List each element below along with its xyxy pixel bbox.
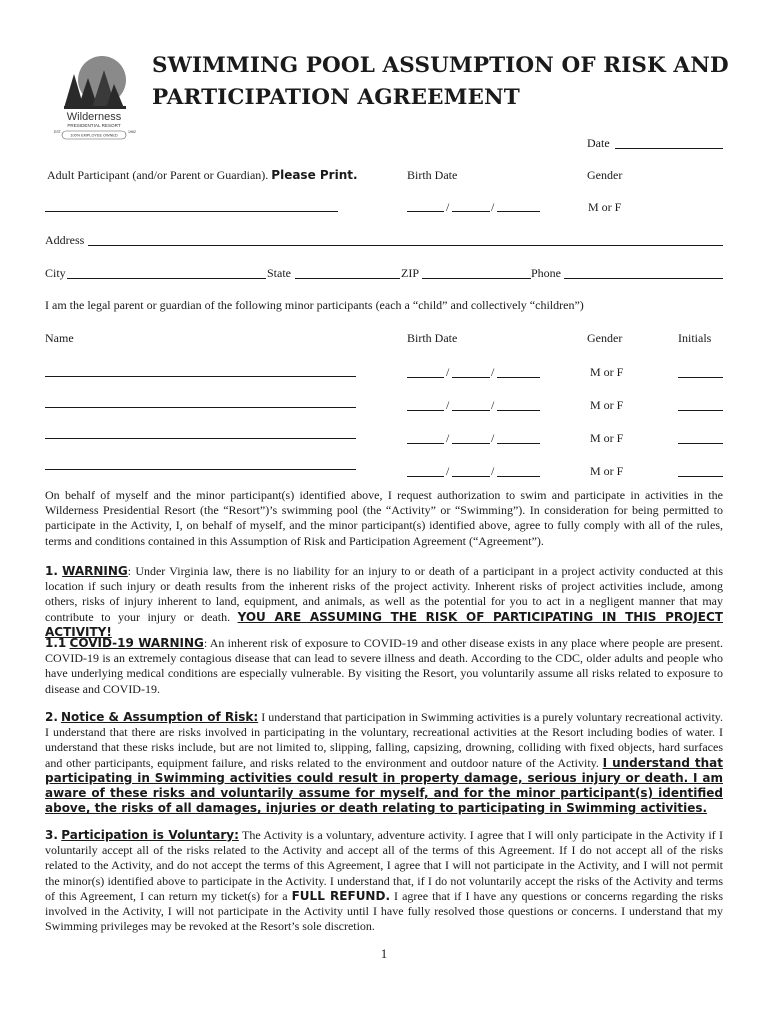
section-3-participation-voluntary <box>45 828 723 934</box>
mountain-sun-icon <box>64 56 126 109</box>
minor-birth-year-field[interactable] <box>497 476 540 477</box>
address-field[interactable] <box>88 245 723 246</box>
adult-birth-day-field[interactable] <box>452 211 490 212</box>
section-3-number: 3. <box>45 828 58 842</box>
state-field[interactable] <box>295 278 400 279</box>
section-1-body: : Under Virginia law, there is no liability for an injury to or death of a participant in a project activity conducted at this location if such injury or death results from the inherent risks of the project activity. Inherent risks of project activities include, among others, risks of injury inherent to land, equipment, and animals, as well as the potential for you to act in a negligent manner that may contribute to your injury or death. <box>45 564 723 624</box>
minor-initials-field[interactable] <box>678 410 723 411</box>
adult-name-field[interactable] <box>45 211 338 212</box>
date-separator: / <box>491 365 495 379</box>
date-field[interactable] <box>615 148 723 149</box>
zip-field[interactable] <box>422 278 531 279</box>
date-label: Date <box>587 136 610 150</box>
logo-tagline: PRESIDENTIAL RESORT <box>67 123 121 128</box>
date-separator: / <box>446 200 450 214</box>
section-1-warning <box>45 564 723 640</box>
adult-birth-date-label: Birth Date <box>407 168 458 182</box>
minor-name-field[interactable] <box>45 469 356 470</box>
adult-birth-month-field[interactable] <box>407 211 444 212</box>
address-label: Address <box>45 233 85 247</box>
state-label: State <box>267 266 291 280</box>
minor-initials-field[interactable] <box>678 476 723 477</box>
document-title <box>152 50 742 114</box>
logo-badge: 100% EMPLOYEE OWNED <box>70 133 118 138</box>
section-2-heading: Notice & Assumption of Risk: <box>60 710 259 724</box>
minor-birth-year-field[interactable] <box>497 377 540 378</box>
zip-label: ZIP <box>401 266 419 280</box>
section-2-body: I understand that participation in Swimming activities is a purely voluntary recreational activity. I understand that there are risks involved in participating in the voluntary, recreational activities at the Resort including bodies of water. I understand that these risks include, but are not limited to, slipping, falling, capsizing, drowning, colliding with fixed objects, hard surfaces and other participants, equipment failure, and risks related to the environment and outdoor nature of the Activity. <box>45 710 723 770</box>
date-separator: / <box>446 365 450 379</box>
section-1-emphasis: YOU ARE ASSUMING THE RISK OF PARTICIPATING IN THIS PROJECT ACTIVITY! <box>45 609 723 639</box>
section-3-body-1: The Activity is a voluntary, adventure activity. I agree that I will only participate in the Activity if I voluntarily accept all of the risks related to the Activity and accept all of the terms of this Agreement. If I do not accept all of the risks related to the Activity, and do not accept the terms of this Agreement, I agree that I will not participate in the Activity, and I will not permit the minor(s) identified above to participate in the Activity. I understand that, if I do not voluntarily accept the risks of the Activity and terms of this Agreement, I can return my ticket(s) for a <box>45 828 724 903</box>
minor-birth-month-field[interactable] <box>407 410 444 411</box>
minor-birth-day-field[interactable] <box>452 377 490 378</box>
title-line-2: PARTICIPATION AGREEMENT <box>152 85 520 110</box>
minor-birth-day-field[interactable] <box>452 410 490 411</box>
date-separator: / <box>446 464 450 478</box>
minor-gender-options[interactable]: M or F <box>590 464 624 478</box>
intro-paragraph: On behalf of myself and the minor participant(s) identified above, I request authorization to swim and participate in activities in the Wilderness Presidential Resort (the “Resort”)’s swimming pool (the “Activity” or “Swimming”). In consideration for being permitted to participate in the Activity, I, on behalf of myself, and the minor participant(s) identified above, agree to fully comply with all of the rules, terms and conditions contained in this Assumption of Risk and Participation Agreement (“Agreement”). <box>45 488 723 548</box>
minor-initials-label: Initials <box>678 331 712 345</box>
minor-initials-field[interactable] <box>678 443 723 444</box>
phone-label: Phone <box>531 266 561 280</box>
logo-est: EST. <box>54 130 62 134</box>
minor-birth-month-field[interactable] <box>407 377 444 378</box>
adult-birth-year-field[interactable] <box>497 211 540 212</box>
section-1-number: 1. <box>45 564 58 578</box>
adult-gender-options[interactable]: M or F <box>588 200 622 214</box>
date-separator: / <box>491 431 495 445</box>
section-2-number: 2. <box>45 710 58 724</box>
minor-birth-day-field[interactable] <box>452 443 490 444</box>
minor-initials-field[interactable] <box>678 377 723 378</box>
date-separator: / <box>446 398 450 412</box>
minor-gender-options[interactable]: M or F <box>590 431 624 445</box>
adult-gender-label: Gender <box>587 168 623 182</box>
please-print-label: Please Print. <box>271 168 358 182</box>
date-separator: / <box>491 464 495 478</box>
minor-birth-month-field[interactable] <box>407 476 444 477</box>
section-1-heading: WARNING <box>62 564 128 578</box>
date-separator: / <box>491 398 495 412</box>
minor-birth-date-label: Birth Date <box>407 331 458 345</box>
page-number: 1 <box>380 946 388 961</box>
adult-participant-label: Adult Participant (and/or Parent or Guardian). Please Print. <box>47 168 358 182</box>
minor-name-field[interactable] <box>45 438 356 439</box>
section-1-1-number: 1.1 <box>45 636 67 650</box>
section-1-1-heading: COVID-19 WARNING <box>69 636 204 650</box>
minor-gender-label: Gender <box>587 331 623 345</box>
section-2-assumption-of-risk <box>45 710 723 816</box>
minor-birth-day-field[interactable] <box>452 476 490 477</box>
section-1-1-body: : An inherent risk of exposure to COVID-19 and other disease exists in any place where people are present. COVID-19 is an extremely contagious disease that can lead to severe illness and death. According to the CDC, older adults and people who have underlying medical conditions are especially vulnerable. By visiting the Resort, you voluntarily assume all risks related to exposure to disease and COVID-19. <box>45 636 724 696</box>
city-label: City <box>45 266 66 280</box>
logo-year: 1962 <box>128 130 136 134</box>
date-separator: / <box>446 431 450 445</box>
minors-intro: I am the legal parent or guardian of the following minor participants (each a “child” and collectively “children”) <box>45 298 584 312</box>
section-1-1-covid-warning <box>45 636 723 697</box>
minor-name-field[interactable] <box>45 376 356 377</box>
minor-gender-options[interactable]: M or F <box>590 398 624 412</box>
phone-field[interactable] <box>564 278 723 279</box>
full-refund-label: FULL REFUND. <box>291 888 390 903</box>
title-line-1: SWIMMING POOL ASSUMPTION OF RISK AND <box>152 53 729 78</box>
minor-name-field[interactable] <box>45 407 356 408</box>
resort-logo <box>44 50 140 144</box>
minor-gender-options[interactable]: M or F <box>590 365 624 379</box>
logo-brand: Wilderness <box>66 111 122 123</box>
section-2-emphasis: I understand that participating in Swimming activities could result in property damage, serious injury or death. I am aware of these risks and voluntarily assume for myself, and for the minor participant(s) identified above, the risks of all damages, injuries or death relating to participating in Swimming activities. <box>45 755 723 816</box>
city-field[interactable] <box>67 278 266 279</box>
minor-birth-year-field[interactable] <box>497 443 540 444</box>
minor-birth-month-field[interactable] <box>407 443 444 444</box>
section-3-body-2: I agree that if I have any questions or concerns regarding the risks involved in the Activity, I will not participate in the Activity until I have fully resolved those questions or concerns. I understand that my Swimming privileges may be revoked at the Resort’s sole discretion. <box>45 888 724 934</box>
minor-name-label: Name <box>45 331 74 345</box>
minor-birth-year-field[interactable] <box>497 410 540 411</box>
date-separator: / <box>491 200 495 214</box>
section-3-heading: Participation is Voluntary: <box>61 828 239 842</box>
